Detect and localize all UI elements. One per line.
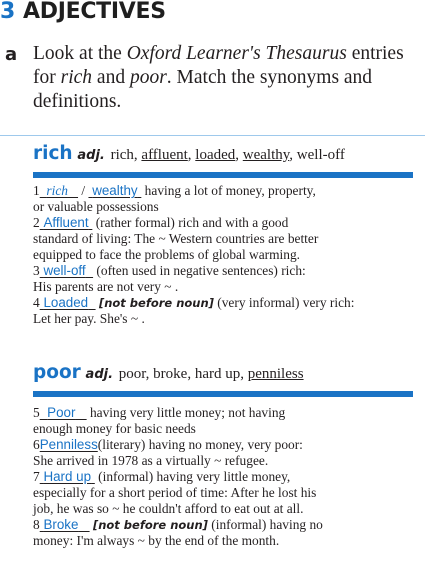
definition-5: 5 Poor having very little money; not having xyxy=(33,405,286,420)
headword-rich: rich xyxy=(33,143,73,164)
exercise-letter: a xyxy=(5,44,18,65)
answer-1b: wealthy xyxy=(92,183,138,198)
answer-6: Penniless xyxy=(39,437,98,452)
section-heading xyxy=(0,0,166,24)
section-number: 3 xyxy=(0,0,16,24)
entry-bar-rich xyxy=(33,172,413,178)
divider-rule xyxy=(0,135,425,136)
answer-5: Poor xyxy=(47,405,76,420)
exercise-instruction: Look at the Oxford Learner's Thesaurus entries for rich and poor. Match the synonyms and definitions. xyxy=(33,43,404,112)
definition-1: 1 rich / wealthy having a lot of money, property, xyxy=(33,183,316,198)
answer-4: Loaded xyxy=(43,295,89,310)
definitions-rich: 1 rich / wealthy having a lot of money, property, or valuable possessions 2 Affluent (rather formal) rich and with a good standard of living: The ~ Western countries are better equipped to face the problems of global warming. 3 well-off (often used in negative sentences) rich: His parents are not very ~ . 4 Loaded [not before noun] (very informal) very rich: Let her pay. She's ~ . xyxy=(33,183,425,327)
definition-6: 6Penniless(literary) having no money, very poor: xyxy=(33,437,303,452)
headword-poor: poor xyxy=(33,362,81,383)
answer-1a: rich xyxy=(46,183,68,198)
definition-8: 8 Broke [not before noun] (informal) having no xyxy=(33,517,323,532)
entry-heading-rich: rich adj. rich, affluent, loaded, wealthy, well-off xyxy=(33,143,345,164)
definition-7: 7 Hard up (informal) having very little money, xyxy=(33,469,291,484)
entry-heading-poor: poor adj. poor, broke, hard up, penniless xyxy=(33,362,304,383)
answer-7: Hard up xyxy=(43,469,92,484)
definition-4: 4 Loaded [not before noun] (very informal) very rich: xyxy=(33,295,355,310)
definition-3: 3 well-off (often used in negative sentences) rich: xyxy=(33,263,306,278)
answer-8: Broke xyxy=(43,517,79,532)
entry-bar-poor xyxy=(33,391,413,397)
answer-3: well-off xyxy=(43,263,86,278)
answer-2: Affluent xyxy=(43,215,89,230)
definition-2: 2 Affluent (rather formal) rich and with a good xyxy=(33,215,289,230)
section-title: ADJECTIVES xyxy=(23,0,166,24)
definitions-poor: 5 Poor having very little money; not having enough money for basic needs 6Penniless(literary) having no money, very poor: She arrived in 1978 as a virtually ~ refugee. 7 Hard up (informal) having very little money, especially for a short period of time: After he lost his job, he was so ~ he couldn't afford to eat out at all. 8 Broke [not before noun] (informal) having no money: I'm always ~ by the end of the month. xyxy=(33,405,425,549)
